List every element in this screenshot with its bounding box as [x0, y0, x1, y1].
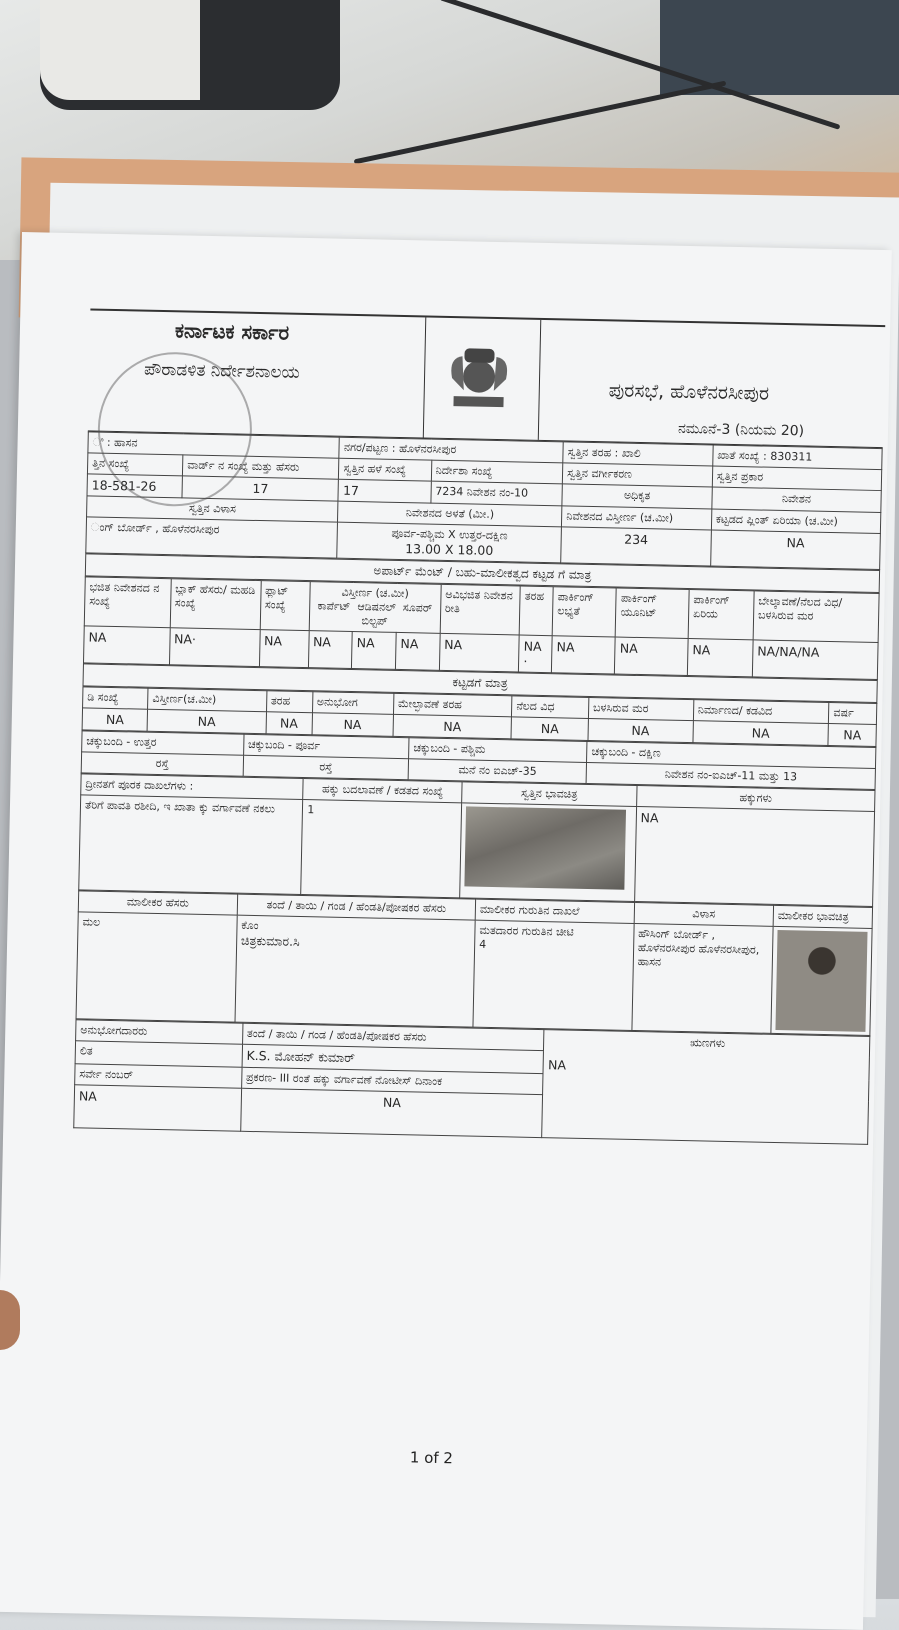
apt-value: NA/NA/NA — [752, 640, 878, 680]
apt-value: NA· — [169, 628, 260, 667]
occupant-relation: K.S. ಮೋಹನ್ ಕುಮಾರ್ — [242, 1044, 544, 1073]
owner-relation — [235, 915, 475, 1027]
cable — [354, 81, 727, 165]
apt-value: NA — [308, 631, 352, 669]
dimensions-label: ನಿವೇಶನದ ಅಳತೆ (ಮೀ.) — [338, 501, 562, 527]
address-label: ಸ್ವತ್ತಿನ ವಿಳಾಸ — [87, 496, 339, 522]
old-number-label: ಸ್ವತ್ತಿನ ಹಳೆ ಸಂಖ್ಯೆ — [339, 458, 432, 481]
town: ನಗರ/ಪಟ್ಟಣ : ಹೊಳೆನರಸೀಪುರ — [339, 437, 563, 463]
south-boundary: ನಿವೇಶನ ನಂ-ಐಎಚ್-11 ಮತ್ತು 13 — [586, 762, 875, 789]
bld-value: NA — [312, 713, 394, 737]
rights-label: ಹಕ್ಕುಗಳು — [636, 785, 875, 811]
survey-number: NA — [74, 1085, 242, 1131]
apt-value: NA — [687, 639, 753, 677]
divider — [538, 320, 542, 440]
east-boundary-label: ಚಕ್ಕುಬಂದಿ - ಪೂರ್ವ — [243, 734, 409, 758]
building-section-title: ಕಟ್ಟಡಗೆ ಮಾತ್ರ — [82, 663, 877, 703]
owner-id-number: 4 — [479, 937, 487, 951]
apt-header: ಸೂಪರ್ ಬಿಲ್ಟಪ್ — [361, 601, 433, 628]
bld-header: ಬಳಸಿರುವ ಮರ — [588, 697, 693, 720]
east-boundary: ರಸ್ತೆ — [243, 755, 409, 779]
property-type: ಸ್ವತ್ತಿನ ತರಹ : ಖಾಲಿ — [563, 442, 713, 466]
south-boundary-label: ಚಕ್ಕುಬಂದಿ - ದಕ್ಷಿಣ — [587, 741, 876, 768]
municipality-title: ಪುರಸಭೆ, ಹೊಳೆನರಸೀಪುರ — [608, 379, 770, 405]
transfer-label: ಹಕ್ಕು ಬದಲಾವಣೆ / ಕಡತದ ಸಂಖ್ಯೆ — [303, 779, 462, 803]
west-boundary-label: ಚಕ್ಕುಬಂದಿ - ಪಶ್ಚಿಮ — [409, 738, 588, 763]
plan-number: 7234 ನಿವೇಶನ ನಂ-10 — [431, 481, 563, 506]
apt-header: ಬ್ಲಾಕ್ ಹೆಸರು/ ಮಹಡಿ ಸಂಖ್ಯೆ — [170, 579, 261, 630]
apt-header: ತರಹ — [519, 586, 553, 636]
plan-label: ನಿರ್ದೇಶಾ ಸಂಖ್ಯೆ — [431, 460, 563, 484]
desk-device — [40, 0, 340, 110]
apt-area-group-label: ವಿಸ್ತೀರ್ಣ (ಚ.ಮೀ) — [341, 585, 409, 601]
property-number-label: ತ್ತಿನ ಸಂಖ್ಯೆ — [87, 453, 183, 476]
site-area: 234 — [561, 527, 711, 566]
owner-photo-label: ಮಾಲೀಕರ ಭಾವಚಿತ್ರ — [773, 905, 872, 928]
apt-header: ಆಡಿಷನಲ್ — [357, 600, 397, 614]
owner-id-type: ಮತದಾರರ ಗುರುತಿನ ಚೀಟಿ — [479, 923, 574, 939]
bld-header: ಅನುಭೋಗ — [312, 692, 394, 715]
site-area-label: ನಿವೇಶನದ ವಿಸ್ತೀರ್ಣ (ಚ.ಮೀ) — [562, 506, 712, 530]
document-page — [0, 232, 892, 1630]
ward-label: ವಾರ್ಡ್ ನ ಸಂಖ್ಯೆ ಮತ್ತು ಹೆಸರು — [183, 455, 340, 479]
apt-header: ಅವಿಭಜಿತ ನಿವೇಶನ ರೀತಿ — [440, 584, 521, 635]
ward-name: 17 — [338, 479, 431, 503]
bld-header: ಡಿ ಸಂಖ್ಯೆ — [83, 687, 149, 709]
apartment-section-title: ಅಪಾರ್ಟ್ ಮೆಂಟ್ / ಬಹು-ಮಾಲೀಕತ್ವದ ಕಟ್ಟಡ ಗೆ ಮಾತ್ರ — [85, 553, 880, 593]
directorate-title: ಪೌರಾಡಳಿತ ನಿರ್ದೇಶನಾಲಯ — [143, 359, 300, 383]
mortgage-label: ಋಣಗಳು — [690, 1036, 726, 1050]
bld-header: ಮೇಲ್ಛಾವಣೆ ತರಹ — [393, 693, 512, 716]
survey-label: ಸರ್ವೇ ನಂಬರ್ — [75, 1064, 242, 1088]
bld-header: ನೆಲದ ವಿಧ — [512, 696, 589, 719]
owner-photo — [775, 930, 867, 1032]
bld-value: NA — [588, 718, 693, 742]
bld-header: ನಿರ್ಮಾಣದ/ ಕಡವಿದ — [693, 700, 829, 724]
apt-value: NA — [259, 630, 309, 668]
owner-id-label: ಮಾಲೀಕರ ಗುರುತಿನ ದಾಖಲೆ — [475, 899, 634, 923]
bld-header: ವರ್ಷ — [829, 703, 877, 725]
property-photo — [465, 806, 627, 889]
dimensions: 13.00 X 18.00 — [405, 541, 494, 558]
owner-relation-label: ತಂದೆ / ತಾಯಿ / ಗಂಡ / ಹೆಂಡತಿ/ಪೋಷಕರ ಹೆಸರು — [237, 894, 476, 920]
mortgage-cell — [542, 1030, 870, 1145]
apartment-table — [83, 576, 880, 680]
form-header — [88, 308, 885, 448]
apt-header: ಭಜಿತ ನಿವೇಶನದ ನ ಸಂಖ್ಯೆ — [84, 577, 171, 628]
category-value: ಅಧಿಕೃತ — [562, 484, 712, 509]
documents-table — [78, 773, 875, 907]
owner-name-label: ಮಾಲೀಕರ ಹೆಸರು — [78, 891, 237, 915]
apt-value: NA — [439, 633, 519, 672]
divider — [423, 317, 427, 437]
khata-number: ಖಾತೆ ಸಂಖ್ಯೆ : 830311 — [713, 445, 883, 470]
bld-value: NA — [393, 714, 512, 738]
apt-header: ಪಾರ್ಕಿಂಗ್ ಲಭ್ಯತೆ — [552, 587, 616, 637]
category-label: ಸ್ವತ್ತಿನ ವರ್ಗೀಕರಣ — [563, 463, 713, 487]
plinth-area: NA — [710, 530, 880, 570]
apt-value: NA — [395, 632, 439, 670]
owner-relation-prefix: ಕೊಂ — [241, 918, 259, 933]
bld-value: NA — [828, 724, 876, 747]
supporting-docs: ತೆರಿಗೆ ಪಾವತಿ ರಶೀದಿ, ಇ ಖಾತಾ ಕ್ಕು ವರ್ಗಾವಣೆ ನಕಲು — [79, 795, 303, 895]
property-number: 18-581-26 — [87, 474, 183, 498]
transfer-number: 1 — [301, 800, 462, 898]
apt-value: NA — [615, 637, 688, 676]
occupant-relation-label: ತಂದೆ / ತಾಯಿ / ಗಂಡ / ಹೆಂಡತಿ/ಪೋಷಕರ ಹೆಸರು — [242, 1023, 544, 1050]
owner-address: ಹೌಸಿಂಗ್ ಬೋರ್ಡ್ , ಹೊಳೆನರಸೀಪುರ ಹೊಳೆನರಸೀಪುರ, ಹಾಸನ — [632, 923, 773, 1033]
west-boundary: ಮನೆ ನಂ ಐಎಚ್‌-35 — [408, 759, 587, 784]
direction: ಪೂರ್ವ-ಪಶ್ಚಿಮ X ಉತ್ತರ-ದಕ್ಷಿಣ — [391, 526, 508, 543]
notice-label: ಪ್ರಕರಣ- III ರಂತೆ ಹಕ್ಕು ವರ್ಗಾವಣೆ ನೋಟೀಸ್ ದಿನಾಂಕ — [241, 1067, 543, 1094]
owner-photo-cell — [771, 926, 872, 1035]
government-title: ಕರ್ನಾಟಕ ಸರ್ಕಾರ — [174, 318, 290, 345]
mortgage: NA — [547, 1057, 567, 1073]
apt-value: NA — [552, 636, 616, 674]
supporting-docs-label: ದ್ರೀನತಗೆ ಪೂರಕ ದಾಖಲೆಗಳು : — [81, 774, 304, 800]
apt-value: NA · — [519, 635, 553, 673]
owner-id — [473, 920, 634, 1030]
apt-area-group — [309, 582, 441, 634]
page-number: 1 of 2 — [409, 1448, 454, 1468]
occupant-table — [73, 1019, 870, 1145]
bld-header: ತರಹ — [266, 691, 312, 713]
owner-relation-name: ಚಿತ್ರಕುಮಾರ.ಸಿ — [240, 932, 300, 949]
property-address: ಂಗ್ ಬೋರ್ಡ್ , ಹೊಳೆನರಸೀಪುರ — [86, 517, 338, 558]
apt-header: ಪಾರ್ಕಿಂಗ್ ಏರಿಯ — [688, 590, 754, 640]
ward-number: 17 — [182, 476, 339, 501]
bld-value: NA — [82, 708, 148, 731]
bld-header: ವಿಸ್ತೀರ್ಣ(ಚ.ಮೀ) — [148, 688, 267, 711]
bld-value: NA — [511, 717, 588, 741]
form-number: ನಮೂನೆ-3 (ನಿಯಮ 20) — [677, 420, 805, 440]
occupant-name: ಲಿತ — [75, 1041, 242, 1067]
apt-header: ಬೇಲ್ಕಾವಣೆ/ನೆಲದ ವಿಧ/ಬಳಸಿರುವ ಮರ — [753, 591, 879, 643]
apt-value: NA — [83, 626, 169, 665]
owner-name: ಮಲ — [76, 912, 237, 1022]
apt-value: NA — [352, 632, 396, 670]
north-boundary-label: ಚಕ್ಕುಬಂದಿ - ಉತ್ತರ — [82, 731, 244, 755]
bld-value: NA — [266, 712, 312, 735]
kind-value: ನಿವೇಶನ — [712, 487, 882, 513]
district: ಿ : ಹಾಸನ — [88, 432, 340, 458]
dimensions-value — [337, 522, 561, 563]
kind-label: ಸ್ವತ್ತಿನ ಪ್ರಕಾರ — [712, 466, 882, 491]
plinth-area-label: ಕಟ್ಟಡದ ಪ್ಲಿಂತ್ ಏರಿಯಾ (ಚ.ಮೀ) — [711, 509, 881, 534]
bld-value: NA — [147, 709, 266, 733]
property-form — [73, 308, 885, 1144]
north-boundary: ರಸ್ತೆ — [81, 752, 243, 776]
apt-header: ಪಾರ್ಕಿಂಗ್ ಯೂನಿಟ್ — [616, 588, 690, 639]
occupant-label: ಅನುಭೋಗದಾರರು — [76, 1020, 243, 1044]
property-photo-label: ಸ್ವತ್ತಿನ ಭಾವಚಿತ್ರ — [462, 782, 637, 807]
notice-date: NA — [240, 1088, 543, 1137]
apt-header: ಫ್ಲಾಟ್ ಸಂಖ್ಯೆ — [260, 581, 310, 631]
apt-header: ಕಾರ್ಪೆಟ್ — [317, 599, 351, 613]
rights: NA — [634, 806, 874, 906]
owner-table — [76, 890, 874, 1036]
owner-address-label: ವಿಳಾಸ — [634, 902, 774, 926]
property-photo-cell — [460, 803, 637, 902]
state-emblem-icon — [443, 338, 515, 419]
bld-value: NA — [693, 721, 829, 746]
